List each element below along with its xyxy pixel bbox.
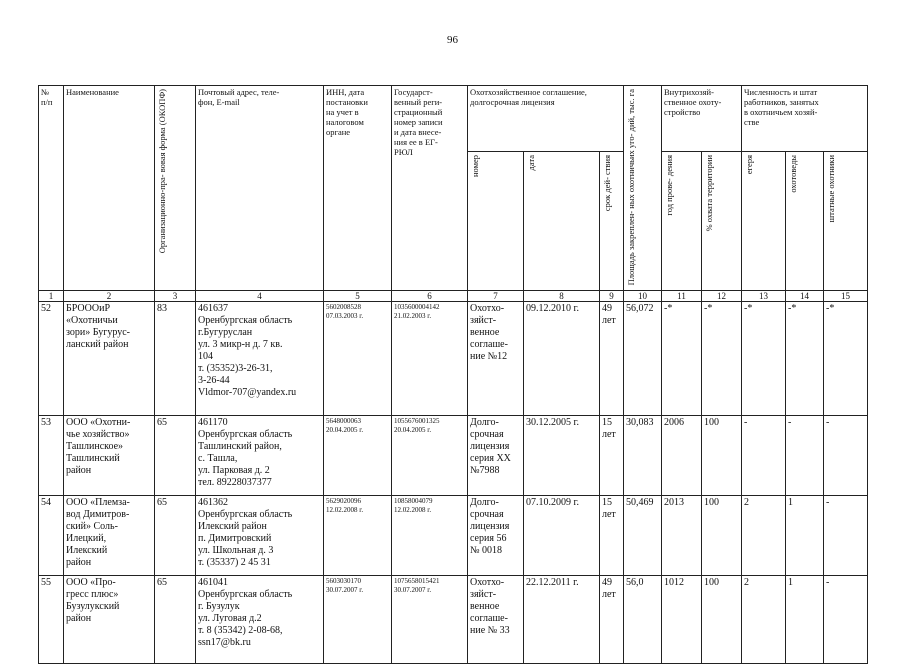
header-staff: Численность и штат работников, занятых в охотничьем хозяй- стве — [742, 86, 868, 152]
column-number: 13 — [742, 291, 786, 302]
header-okopf: Организационно-пра- вовая форма (ОКОПФ) — [155, 86, 196, 291]
cell-agreement-date: 07.10.2009 г. — [524, 496, 600, 576]
cell-regular-hunters: -* — [824, 302, 868, 416]
cell-regular-hunters: - — [824, 496, 868, 576]
column-number: 6 — [392, 291, 468, 302]
cell-okopf: 65 — [155, 416, 196, 496]
header-planning-year: год прове- дения — [662, 151, 702, 290]
cell-ogrn: 1035600004142 21.02.2003 г. — [392, 302, 468, 416]
cell-address: 461170 Оренбургская область Ташлинский район, с. Ташла, ул. Парковая д. 2 тел. 89228037377 — [196, 416, 324, 496]
cell-rangers: -* — [742, 302, 786, 416]
cell-address: 461362 Оренбургская область Илекский район п. Димитровский ул. Школьная д. 3 т. (35337) 2 45 31 — [196, 496, 324, 576]
table-row — [39, 496, 868, 576]
cell-hunting-experts: - — [786, 416, 824, 496]
header-staff-rangers: егеря — [742, 151, 786, 290]
cell-agreement-term: 49 лет — [600, 576, 624, 664]
column-number: 9 — [600, 291, 624, 302]
cell-hunting-experts: -* — [786, 302, 824, 416]
cell-planning-coverage: 100 — [702, 416, 742, 496]
cell-agreement-date: 09.12.2010 г. — [524, 302, 600, 416]
cell-regular-hunters: - — [824, 416, 868, 496]
header-planning: Внутрихозяй- ственное охоту- стройство — [662, 86, 742, 152]
cell-address: 461637 Оренбургская область г.Бугуруслан ул. 3 микр-н д. 7 кв. 104 т. (35352)3-26-31, 3-26-44 Vldmor-707@yandex.ru — [196, 302, 324, 416]
cell-okopf: 65 — [155, 576, 196, 664]
header-staff-regular-hunters: штатные охотники — [824, 151, 868, 290]
cell-planning-coverage: -* — [702, 302, 742, 416]
cell-planning-coverage: 100 — [702, 576, 742, 664]
column-number: 12 — [702, 291, 742, 302]
header-ogrn: Государст- венный реги- страционный номер записи и дата внесе- ния ее в ЕГ- РЮЛ — [392, 86, 468, 291]
cell-planning-year: 2013 — [662, 496, 702, 576]
cell-ogrn: 1075658015421 30.07.2007 г. — [392, 576, 468, 664]
column-numbers-row — [39, 291, 868, 302]
cell-area: 50,469 — [624, 496, 662, 576]
column-number: 10 — [624, 291, 662, 302]
table-row — [39, 416, 868, 496]
cell-area: 56,0 — [624, 576, 662, 664]
cell-agreement-term: 49 лет — [600, 302, 624, 416]
cell-num: 55 — [39, 576, 64, 664]
column-number: 7 — [468, 291, 524, 302]
table-row — [39, 302, 868, 416]
cell-name: ООО «Племза- вод Димитров- ский» Соль- Илецкий, Илекский район — [64, 496, 155, 576]
cell-name: ООО «Охотни- чье хозяйство» Ташлинское» Ташлинский район — [64, 416, 155, 496]
column-number: 14 — [786, 291, 824, 302]
header-area: Площадь закреплен- ных охотничьих уго- дий, тыс. га — [624, 86, 662, 291]
cell-num: 52 — [39, 302, 64, 416]
header-planning-coverage: % охвата территории — [702, 151, 742, 290]
cell-inn: 5648000063 20.04.2005 г. — [324, 416, 392, 496]
column-number: 4 — [196, 291, 324, 302]
cell-ogrn: 10858004079 12.02.2008 г. — [392, 496, 468, 576]
cell-num: 53 — [39, 416, 64, 496]
column-number: 3 — [155, 291, 196, 302]
table-row — [39, 576, 868, 664]
header-inn: ИНН, дата постановки на учет в налоговом органе — [324, 86, 392, 291]
cell-agreement-term: 15 лет — [600, 416, 624, 496]
cell-name: БРОООиР «Охотничьи зори» Бугурус- ланский район — [64, 302, 155, 416]
header-agreement-number: номер — [468, 151, 524, 290]
column-number: 1 — [39, 291, 64, 302]
cell-inn: 5603030170 30.07.2007 г. — [324, 576, 392, 664]
cell-agreement-date: 22.12.2011 г. — [524, 576, 600, 664]
column-number: 2 — [64, 291, 155, 302]
cell-agreement-number: Долго- срочная лицензия серия 56 № 0018 — [468, 496, 524, 576]
header-staff-hunting-experts: охотоведы — [786, 151, 824, 290]
column-number: 11 — [662, 291, 702, 302]
cell-agreement-date: 30.12.2005 г. — [524, 416, 600, 496]
header-address: Почтовый адрес, теле- фон, E-mail — [196, 86, 324, 291]
cell-rangers: 2 — [742, 576, 786, 664]
cell-rangers: 2 — [742, 496, 786, 576]
cell-okopf: 83 — [155, 302, 196, 416]
cell-inn: 5602008528 07.03.2003 г. — [324, 302, 392, 416]
header-agreement: Охотхозяйственное соглашение, долгосрочная лицензия — [468, 86, 624, 152]
cell-planning-year: -* — [662, 302, 702, 416]
header-agreement-date: дата — [524, 151, 600, 290]
cell-name: ООО «Про- гресс плюс» Бузулукский район — [64, 576, 155, 664]
cell-agreement-number: Охотхо- зяйст- венное соглаше- ние № 33 — [468, 576, 524, 664]
cell-regular-hunters: - — [824, 576, 868, 664]
cell-ogrn: 1055676001325 20.04.2005 г. — [392, 416, 468, 496]
header-agreement-term: срок дей- ствия — [600, 151, 624, 290]
cell-hunting-experts: 1 — [786, 576, 824, 664]
header-name: Наименование — [64, 86, 155, 291]
column-number: 5 — [324, 291, 392, 302]
cell-agreement-number: Охотхо- зяйст- венное соглаше- ние №12 — [468, 302, 524, 416]
cell-agreement-term: 15 лет — [600, 496, 624, 576]
cell-inn: 5629020096 12.02.2008 г. — [324, 496, 392, 576]
cell-okopf: 65 — [155, 496, 196, 576]
cell-address: 461041 Оренбургская область г. Бузулук ул. Луговая д.2 т. 8 (35342) 2-08-68, ssn17@bk.ru — [196, 576, 324, 664]
cell-area: 56,072 — [624, 302, 662, 416]
cell-hunting-experts: 1 — [786, 496, 824, 576]
hunting-farms-table — [38, 85, 868, 664]
cell-planning-year: 1012 — [662, 576, 702, 664]
page-number: 96 — [447, 34, 458, 46]
header-num: № п/п — [39, 86, 64, 291]
cell-agreement-number: Долго- срочная лицензия серия ХХ №7988 — [468, 416, 524, 496]
cell-area: 30,083 — [624, 416, 662, 496]
cell-rangers: - — [742, 416, 786, 496]
cell-planning-year: 2006 — [662, 416, 702, 496]
column-number: 8 — [524, 291, 600, 302]
cell-planning-coverage: 100 — [702, 496, 742, 576]
column-number: 15 — [824, 291, 868, 302]
cell-num: 54 — [39, 496, 64, 576]
